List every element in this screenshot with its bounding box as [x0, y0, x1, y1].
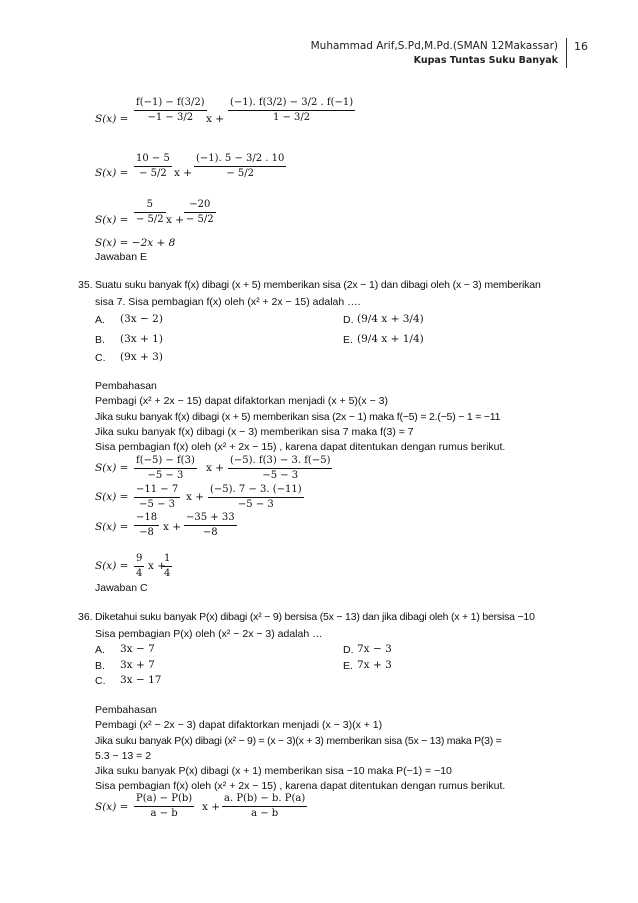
q36-number: 36.: [78, 611, 93, 623]
header-author: Muhammad Arif,S.Pd,M.Pd.(SMAN 12Makassar): [310, 40, 558, 52]
q35-solution-2: Jika suku banyak f(x) dibagi (x + 5) memberikan sisa (2x − 1) maka f(−5) = 2.(−5) − 1 = −11: [95, 411, 501, 423]
q36-solution-title: Pembahasan: [95, 704, 157, 716]
x-plus-2: x +: [174, 167, 193, 179]
q35-fraction-2: (−5). f(3) − 3. f(−5) −5 − 3: [230, 455, 331, 481]
q35-option-b: (3x + 1): [120, 333, 163, 345]
q36-option-c-letter: C.: [95, 675, 106, 687]
q35-s-label-4: S(x) =: [95, 560, 129, 572]
q35-fraction-7: 9 4: [136, 553, 143, 579]
q35-number: 35.: [78, 279, 93, 291]
q35-x-plus-3: x +: [163, 521, 182, 533]
q35-solution-4: Sisa pembagian f(x) oleh (x² + 2x − 15) , karena dapat ditentukan dengan rumus berikut.: [95, 441, 506, 453]
q35-option-a: (3x − 2): [120, 313, 163, 325]
q36-option-d-letter: D.: [343, 644, 354, 656]
q36-text-2: Sisa pembagian P(x) oleh (x² − 2x − 3) adalah …: [95, 628, 323, 640]
q36-solution-1: Pembagi (x² − 2x − 3) dapat difaktorkan menjadi (x − 3)(x + 1): [95, 719, 383, 731]
q35-option-d: (9/4 x + 3/4): [357, 313, 424, 325]
q35-fraction-1: f(−5) − f(3) −5 − 3: [136, 455, 195, 481]
x-plus-1: x +: [206, 113, 225, 125]
s-label-1: S(x) =: [95, 113, 129, 125]
page-number: 16: [574, 40, 588, 53]
q35-solution-3: Jika suku banyak f(x) dibagi (x − 3) memberikan sisa 7 maka f(3) = 7: [95, 426, 414, 438]
q36-text-1: Diketahui suku banyak P(x) dibagi (x² − 9) bersisa (5x − 13) dan jika dibagi oleh (x + 1) bersisa −10: [95, 611, 535, 623]
q36-option-a-letter: A.: [95, 644, 105, 656]
q36-solution-3: 5.3 − 13 = 2: [95, 750, 152, 762]
q35-option-e: (9/4 x + 1/4): [357, 333, 424, 345]
q35-fraction-4: (−5). 7 − 3. (−11) −5 − 3: [210, 484, 302, 510]
q35-option-c-letter: C.: [95, 352, 106, 364]
q35-s-label-2: S(x) =: [95, 491, 129, 503]
q36-s-label: S(x) =: [95, 801, 129, 813]
fraction-6: −20 − 5/2: [186, 199, 214, 225]
q36-solution-4: Jika suku banyak P(x) dibagi (x + 1) memberikan sisa −10 maka P(−1) = −10: [95, 765, 452, 777]
q35-x-plus-1: x +: [206, 462, 225, 474]
q36-option-d: 7x − 3: [357, 643, 392, 655]
q35-text-1: Suatu suku banyak f(x) dibagi (x + 5) memberikan sisa (2x − 1) dan dibagi oleh (x − 3) memberikan: [95, 279, 541, 291]
x-plus-3: x +: [166, 214, 185, 226]
q35-solution-title: Pembahasan: [95, 380, 157, 392]
q36-option-a: 3x − 7: [120, 643, 155, 655]
header-subtitle: Kupas Tuntas Suku Banyak: [413, 55, 558, 66]
q36-option-b-letter: B.: [95, 660, 105, 672]
q35-answer: Jawaban C: [95, 582, 148, 594]
fraction-1: f(−1) − f(3/2) −1 − 3/2: [136, 97, 205, 123]
fraction-2: (−1). f(3/2) − 3/2 . f(−1) 1 − 3/2: [230, 97, 354, 123]
s-label-3: S(x) =: [95, 214, 129, 226]
q35-option-b-letter: B.: [95, 334, 105, 346]
q36-option-b: 3x + 7: [120, 659, 155, 671]
q36-option-e-letter: E.: [343, 660, 353, 672]
q35-fraction-8: 1 4: [164, 553, 171, 579]
q35-x-plus-2: x +: [186, 491, 205, 503]
q35-x-plus-4: x +: [148, 560, 167, 572]
q35-s-label-3: S(x) =: [95, 521, 129, 533]
q35-fraction-3: −11 − 7 −5 − 3: [136, 484, 179, 510]
header-divider: [566, 38, 567, 68]
q36-solution-5: Sisa pembagian f(x) oleh (x² + 2x − 15) , karena dapat ditentukan dengan rumus berikut.: [95, 780, 506, 792]
q35-option-e-letter: E.: [343, 334, 353, 346]
top-answer: Jawaban E: [95, 251, 147, 263]
q36-option-e: 7x + 3: [357, 659, 392, 671]
fraction-4: (−1). 5 − 3/2 . 10 − 5/2: [196, 153, 285, 179]
q36-fraction-2: a. P(b) − b. P(a) a − b: [224, 793, 306, 819]
q35-fraction-5: −18 −8: [136, 512, 158, 538]
fraction-5: 5 − 5/2: [136, 199, 164, 225]
q35-option-a-letter: A.: [95, 314, 105, 326]
s-label-2: S(x) =: [95, 167, 129, 179]
q35-s-label-1: S(x) =: [95, 462, 129, 474]
top-result: S(x) = −2x + 8: [95, 237, 176, 249]
fraction-3: 10 − 5 − 5/2: [136, 153, 170, 179]
q36-solution-2: Jika suku banyak P(x) dibagi (x² − 9) = (x − 3)(x + 3) memberikan sisa (5x − 13) maka P(3) =: [95, 735, 502, 747]
q35-option-c: (9x + 3): [120, 351, 163, 363]
q35-solution-1: Pembagi (x² + 2x − 15) dapat difaktorkan menjadi (x + 5)(x − 3): [95, 395, 388, 407]
q35-option-d-letter: D.: [343, 314, 354, 326]
q35-fraction-6: −35 + 33 −8: [186, 512, 235, 538]
q36-option-c: 3x − 17: [120, 674, 162, 686]
q35-text-2: sisa 7. Sisa pembagian f(x) oleh (x² + 2x − 15) adalah ….: [95, 296, 361, 308]
q36-fraction-1: P(a) − P(b) a − b: [136, 793, 193, 819]
q36-x-plus: x +: [202, 801, 221, 813]
